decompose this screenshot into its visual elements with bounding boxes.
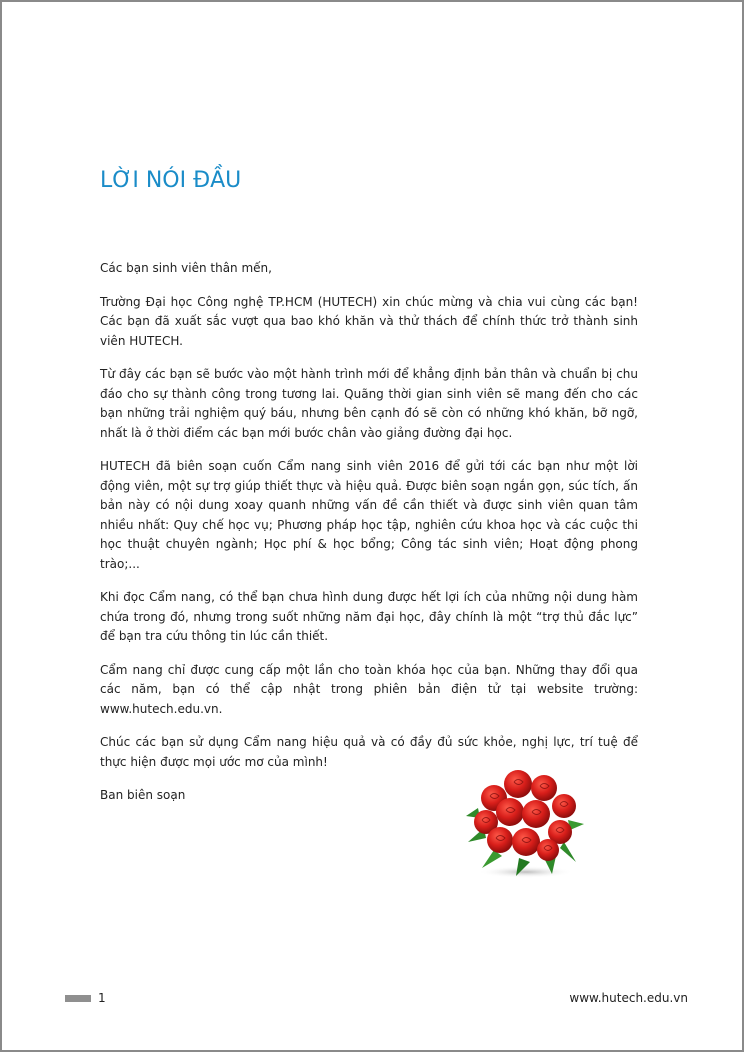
page-heading: LỜI NÓI ĐẦU — [100, 168, 242, 193]
paragraph-benefits: Khi đọc Cẩm nang, có thể bạn chưa hình dung được hết lợi ích của những nội dung hàm chứa trong đó, nhưng trong suốt những năm đại học, đây chính là một “trợ thủ đắc lực” để bạn tra cứu thông tin lúc cần thiết. — [100, 590, 638, 643]
page-number: 1 — [98, 991, 106, 1005]
rose-bouquet-image — [464, 758, 588, 880]
paragraph-journey: Từ đây các bạn sẽ bước vào một hành trình mới để khẳng định bản thân và chuẩn bị chu đáo cho sự thành công trong tương lai. Quãng thời gian sinh viên sẽ mang đến cho các bạn những trải nghiệm quý báu, nhưng bên cạnh đó sẽ còn có những khó khăn, bỡ ngỡ, nhất là ở thời điểm các bạn mới bước chân vào giảng đường đại học. — [100, 367, 638, 440]
document-page — [2, 2, 742, 1050]
signature: Ban biên soạn — [100, 788, 186, 802]
paragraph-handbook: HUTECH đã biên soạn cuốn Cẩm nang sinh viên 2016 để gửi tới các bạn như một lời động viên, một sự trợ giúp thiết thực và hiệu quả. Được biên soạn ngắn gọn, súc tích, ấn bản này có nội dung xoay quanh những vấn đề cần thiết và được sinh viên quan tâm nhiều nhất: Quy chế học vụ; Phương pháp học tập, nghiên cứu khoa học và các cuộc thi học thuật chuyên ngành; Học phí & học bổng; Công tác sinh viên; Hoạt động phong trào;... — [100, 459, 638, 571]
paragraph-congratulations: Trường Đại học Công nghệ TP.HCM (HUTECH) xin chúc mừng và chia vui cùng các bạn! Các bạn đã xuất sắc vượt qua bao khó khăn và thử thách để chính thức trở thành sinh viên HUTECH. — [100, 294, 638, 348]
greeting: Các bạn sinh viên thân mến, — [100, 261, 272, 275]
footer-bar — [65, 995, 91, 1002]
footer-website: www.hutech.edu.vn — [569, 991, 688, 1005]
letter-body — [100, 259, 638, 820]
paragraph-wishes: Chúc các bạn sử dụng Cẩm nang hiệu quả và có đầy đủ sức khỏe, nghị lực, trí tuệ để thực hiện được mọi ước mơ của mình! — [100, 735, 638, 769]
paragraph-website: Cẩm nang chỉ được cung cấp một lần cho toàn khóa học của bạn. Những thay đổi qua các năm, bạn có thể cập nhật trong phiên bản điện tử tại website trường: www.hutech.edu.vn. — [100, 662, 638, 716]
